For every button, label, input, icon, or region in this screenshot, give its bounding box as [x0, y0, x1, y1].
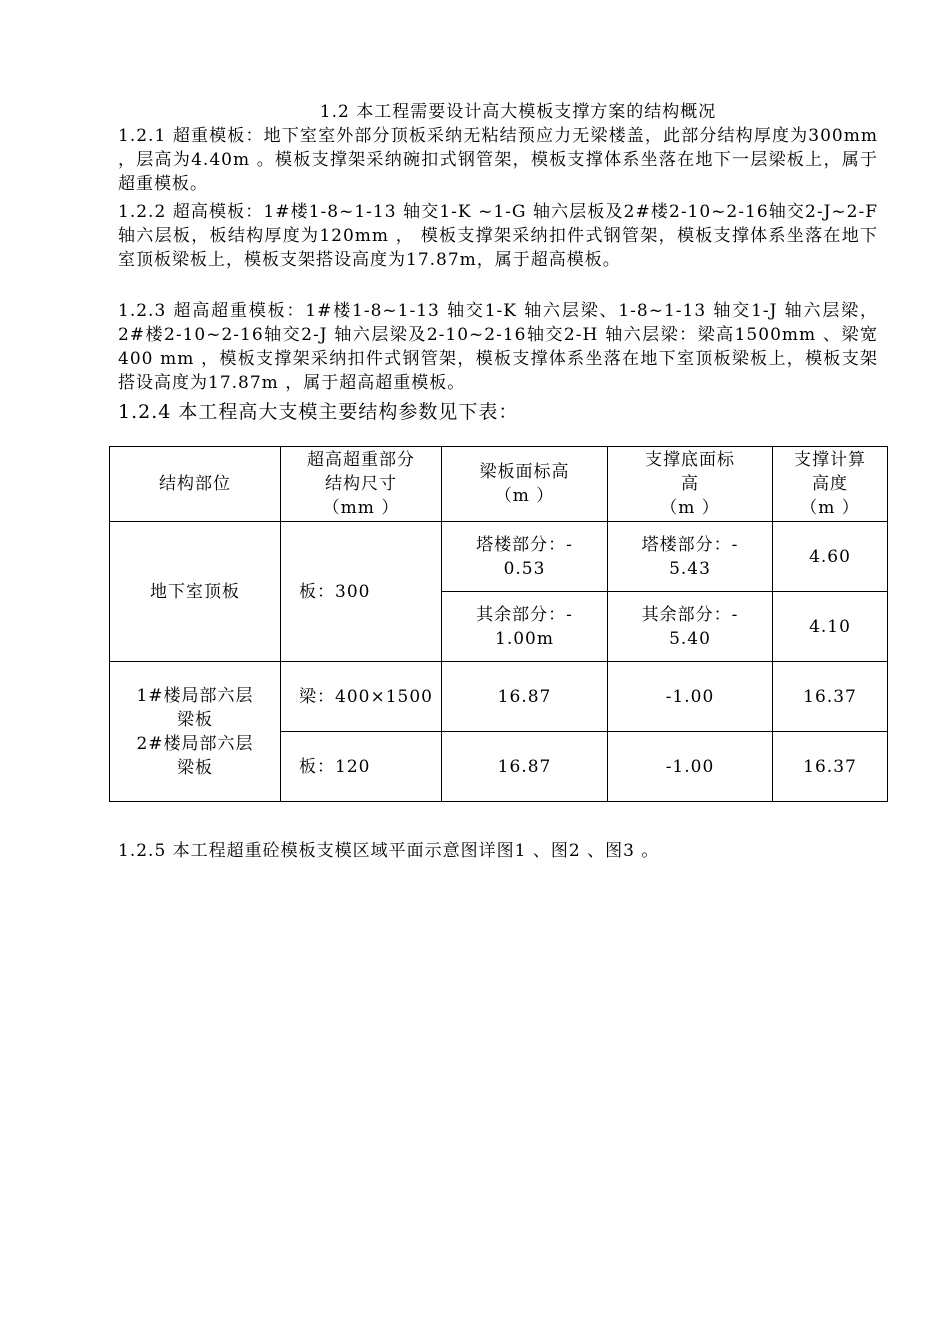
structure-parameter-table — [109, 446, 888, 802]
cell-tower-height: 4.60 — [773, 522, 888, 592]
paragraph-1-2-2: 1.2.2 超高模板：1#楼1-8~1-13 轴交1-K ~1-G 轴六层板及2#楼2-10~2-16轴交2-J~2-F 轴六层板，板结构厚度为120mm ， 模板支撑架采纳扣件式钢管架，模板支撑体系坐落在地下室顶板梁板上，模板支架搭设高度为17.87m，属于超高模板。 — [118, 202, 878, 270]
cell-slab-bottom: -1.00 — [608, 732, 773, 802]
paragraph-1-2-4: 1.2.4 本工程高大支模主要结构参数见下表： — [118, 401, 519, 423]
cell-basement-size: 板：300 — [281, 522, 442, 662]
cell-slab-top: 16.87 — [442, 732, 608, 802]
cell-tower-bottom: 塔楼部分：- 5.43 — [608, 522, 773, 592]
header-support-height: 支撑计算 高度 （m ） — [773, 447, 888, 522]
table-row — [110, 662, 888, 732]
cell-beam-bottom: -1.00 — [608, 662, 773, 732]
paragraph-1-2-5: 1.2.5 本工程超重砼模板支模区域平面示意图详图1 、图2 、图3 。 — [118, 841, 660, 861]
paragraph-1-2-3: 1.2.3 超高超重模板：1#楼1-8~1-13 轴交1-K 轴六层梁、1-8~1-13 轴交1-J 轴六层梁，2#楼2-10~2-16轴交2-J 轴六层梁及2-10~2-16轴交2-H 轴六层梁：梁高1500mm 、梁宽400 mm ，模板支撑架采纳扣件式钢管架，模板支撑体系坐落在地下室顶板梁板上，模板支架搭设高度为17.87m ，属于超高超重模板。 — [118, 301, 878, 393]
header-structure-size: 超高超重部分 结构尺寸 （mm ） — [281, 447, 442, 522]
cell-slab-height: 16.37 — [773, 732, 888, 802]
cell-rest-height: 4.10 — [773, 592, 888, 662]
cell-beam-top: 16.87 — [442, 662, 608, 732]
paragraph-1-2-1: 1.2.1 超重模板：地下室室外部分顶板采纳无粘结预应力无梁楼盖，此部分结构厚度为300mm ，层高为4.40m 。模板支撑架采纳碗扣式钢管架，模板支撑体系坐落在地下一层梁板上，属于超重模板。 — [118, 126, 878, 194]
cell-tower-top: 塔楼部分：- 0.53 — [442, 522, 608, 592]
header-support-bottom-elevation: 支撑底面标 高 （m ） — [608, 447, 773, 522]
table-header-row — [110, 447, 888, 522]
table-row — [110, 522, 888, 592]
header-structure-part: 结构部位 — [110, 447, 281, 522]
cell-rest-bottom: 其余部分：- 5.40 — [608, 592, 773, 662]
cell-basement-part: 地下室顶板 — [110, 522, 281, 662]
cell-beam-size: 梁：400×1500 — [281, 662, 442, 732]
cell-slab-size: 板：120 — [281, 732, 442, 802]
cell-beam-height: 16.37 — [773, 662, 888, 732]
section-heading: 1.2 本工程需要设计高大模板支撑方案的结构概况 — [319, 102, 717, 122]
header-slab-elevation: 梁板面标高 （m ） — [442, 447, 608, 522]
cell-rest-top: 其余部分：- 1.00m — [442, 592, 608, 662]
cell-floors-part: 1#楼局部六层 梁板 2#楼局部六层 梁板 — [110, 662, 281, 802]
